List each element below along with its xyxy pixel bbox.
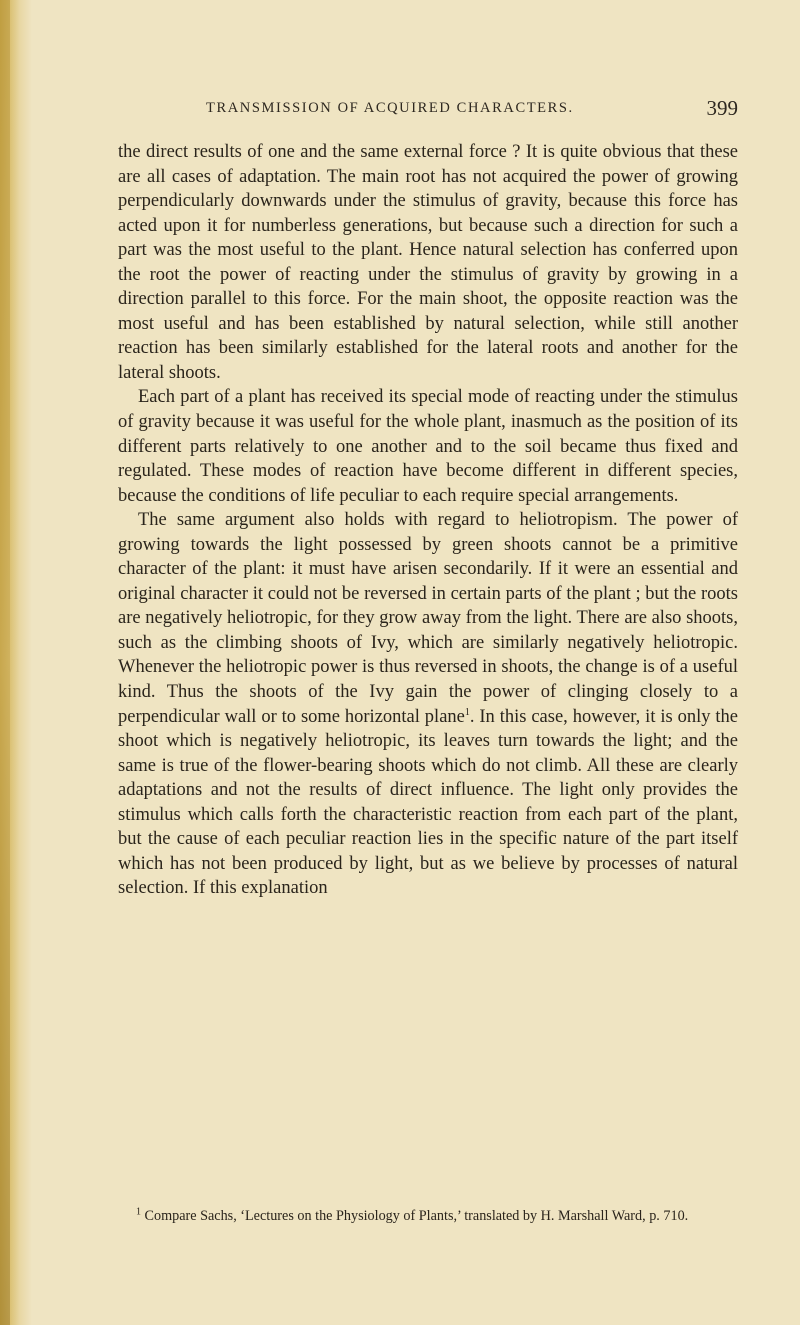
page-gutter-edge [0, 0, 10, 1325]
footnote-1 [118, 1207, 738, 1226]
paragraph-2: Each part of a plant has received its special mode of reacting under the stimulus of gravity because it was useful for the whole plant, inasmuch as the position of its different parts relatively to one another and to the soil became thus fixed and regulated. These modes of reaction have become different in different species, because the conditions of life peculiar to each require special arrangements. [118, 387, 738, 506]
paragraph-3-part-1: The same argument also holds with regard to heliotropism. The power of growing towards the light possessed by green shoots cannot be a primitive character of the plant: it must have arisen secondarily. If it were an essential and original character it could not be reversed in certain parts of the plant ; but the roots are negatively heliotropic, for they grow away from the light. There are also shoots, such as the climbing shoots of Ivy, which are similarly negatively heliotropic. Whenever the heliotropic power is thus reversed in shoots, the change is of a useful kind. Thus the shoots of the Ivy gain the power of clinging closely to a perpendicular wall or to some horizontal plane [118, 510, 738, 727]
running-head [118, 96, 738, 126]
paragraph-3 [118, 508, 738, 901]
footnote-text: Compare Sachs, ‘Lectures on the Physiology of Plants,’ translated by H. Marshall Ward, p. 710. [144, 1208, 689, 1224]
body-text [118, 140, 738, 901]
footnote-reference: 1 [464, 706, 470, 718]
paragraph-3-part-2: . In this case, however, it is only the shoot which is negatively heliotropic, its leaves turn towards the light; and the same is true of the flower-bearing shoots which do not climb. All these are clearly adaptations and not the results of direct influence. The light only provides the stimulus which calls forth the characteristic reaction from each part of the plant, but the cause of each peculiar reaction lies in the specific nature of the part itself which has not been produced by light, but as we believe by processes of natural selection. If this explanation [118, 706, 738, 899]
page-number: 399 [706, 96, 738, 120]
footnotes [118, 1207, 738, 1226]
running-head-title: TRANSMISSION OF ACQUIRED CHARACTERS. [206, 100, 574, 116]
footnote-marker: 1 [136, 1206, 141, 1218]
paragraph-1: the direct results of one and the same external force ? It is quite obvious that these are all cases of adaptation. The main root has not acquired the power of growing perpendicularly downwards under the stimulus of gravity, because this force has acted upon it for numberless generations, but because such a direction for such a part was the most useful to the plant. Hence natural selection has conferred upon the root the power of reacting under the stimulus of gravity by growing in a direction parallel to this force. For the main shoot, the opposite reaction was the most useful and has been established by natural selection, while still another reaction has been similarly established for the lateral roots and another for the lateral shoots. [118, 142, 738, 383]
